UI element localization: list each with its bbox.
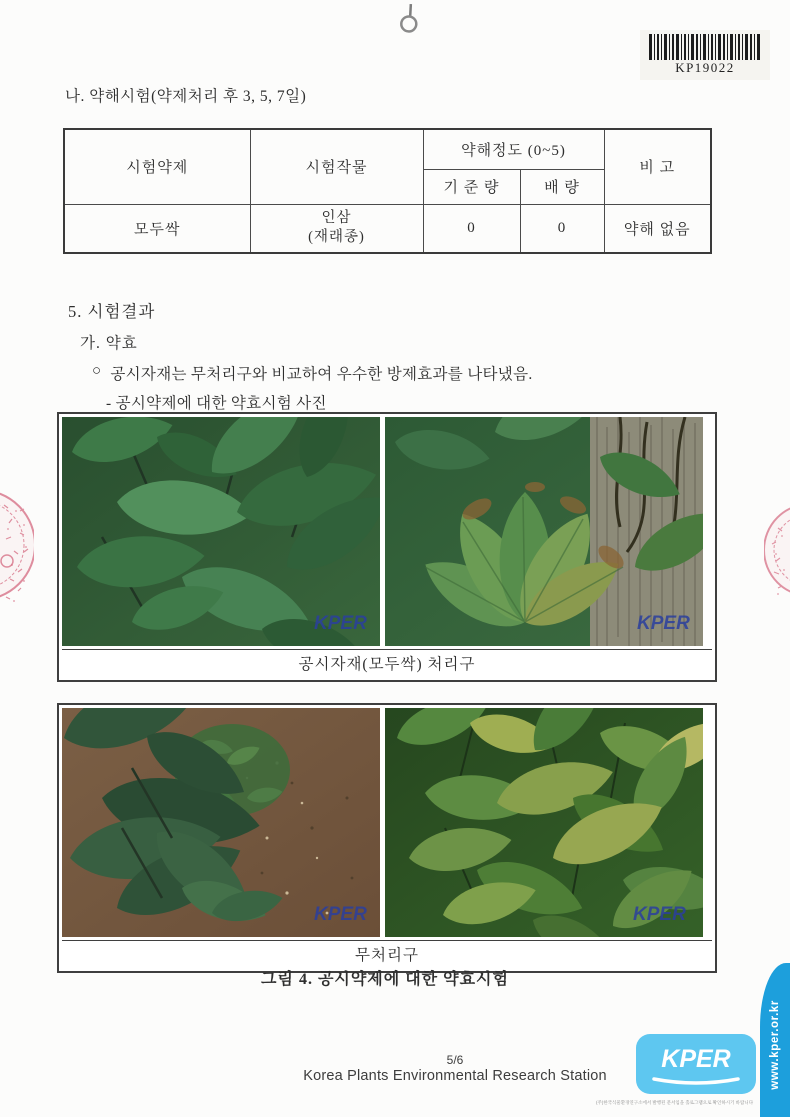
barcode bbox=[640, 30, 770, 80]
barcode-bars-icon bbox=[649, 34, 761, 60]
result-bullet bbox=[68, 362, 688, 384]
photo-treated-left bbox=[62, 417, 380, 646]
col-header-double-dose: 배 량 bbox=[520, 169, 604, 204]
col-header-crop: 시험작물 bbox=[250, 129, 423, 204]
cell-crop-line2: (재래종) bbox=[308, 229, 365, 246]
kper-logo-text: KPER bbox=[661, 1045, 731, 1073]
photo-untreated-left bbox=[62, 708, 380, 937]
col-header-chemical: 시험약제 bbox=[64, 129, 250, 204]
cell-standard-dose: 0 bbox=[423, 204, 520, 253]
cell-note: 약해 없음 bbox=[604, 204, 711, 253]
red-stamp-right-icon bbox=[764, 500, 790, 610]
result-bullet-text: 공시자재는 무처리구와 비교하여 우수한 방제효과를 나타냈음. bbox=[110, 366, 533, 383]
website-bar bbox=[760, 963, 790, 1117]
organization-name: Korea Plants Environmental Research Station bbox=[303, 1068, 607, 1084]
cell-crop bbox=[250, 204, 423, 253]
section-5-title: 5. 시험결과 bbox=[68, 302, 156, 321]
figure-treated bbox=[57, 412, 717, 682]
kper-watermark: KPER bbox=[637, 613, 690, 634]
kper-logo bbox=[636, 1034, 756, 1094]
cell-crop-line1: 인삼 bbox=[321, 210, 352, 227]
col-header-standard-dose: 기 준 량 bbox=[423, 169, 520, 204]
cell-double-dose: 0 bbox=[520, 204, 604, 253]
kper-watermark: KPER bbox=[314, 904, 367, 925]
section-b-heading: 나. 약해시험(약제처리 후 3, 5, 7일) bbox=[65, 88, 307, 105]
section-5-sub: 가. 약효 bbox=[80, 335, 138, 352]
figure-untreated bbox=[57, 703, 717, 973]
figure-title: 그림 4. 공시약제에 대한 약효시험 bbox=[261, 971, 509, 988]
cell-chemical: 모두싹 bbox=[64, 204, 250, 253]
col-header-note: 비 고 bbox=[604, 129, 711, 204]
website-url: www.kper.or.kr bbox=[769, 1000, 781, 1090]
photo-untreated-right bbox=[385, 708, 703, 937]
red-stamp-left-icon bbox=[0, 485, 34, 611]
figure-untreated-photos bbox=[62, 708, 712, 937]
photo-treated-right bbox=[385, 417, 703, 646]
figure-treated-photos bbox=[62, 417, 712, 646]
kper-watermark: KPER bbox=[314, 613, 367, 634]
figure-untreated-caption: 무처리구 bbox=[62, 940, 712, 968]
damage-test-table bbox=[63, 128, 712, 254]
fine-print: (주)한국식물환경연구소에서 발행된 문서임을 홀로그램으로 확인하시기 바랍니다 bbox=[596, 1100, 754, 1105]
photo-note: - 공시약제에 대한 약효시험 사진 bbox=[106, 395, 327, 412]
page-number: 5/6 bbox=[446, 1053, 464, 1067]
figure-treated-caption: 공시자재(모두싹) 처리구 bbox=[62, 649, 712, 677]
table-row bbox=[64, 204, 711, 253]
binder-pin-icon bbox=[392, 2, 428, 38]
section-5 bbox=[68, 298, 688, 413]
footer bbox=[235, 1053, 675, 1084]
kper-watermark: KPER bbox=[633, 904, 686, 925]
col-header-damage-degree: 약해정도 (0~5) bbox=[423, 129, 604, 169]
circle-bullet-icon: ○ bbox=[92, 363, 102, 379]
barcode-label: KP19022 bbox=[675, 60, 735, 75]
